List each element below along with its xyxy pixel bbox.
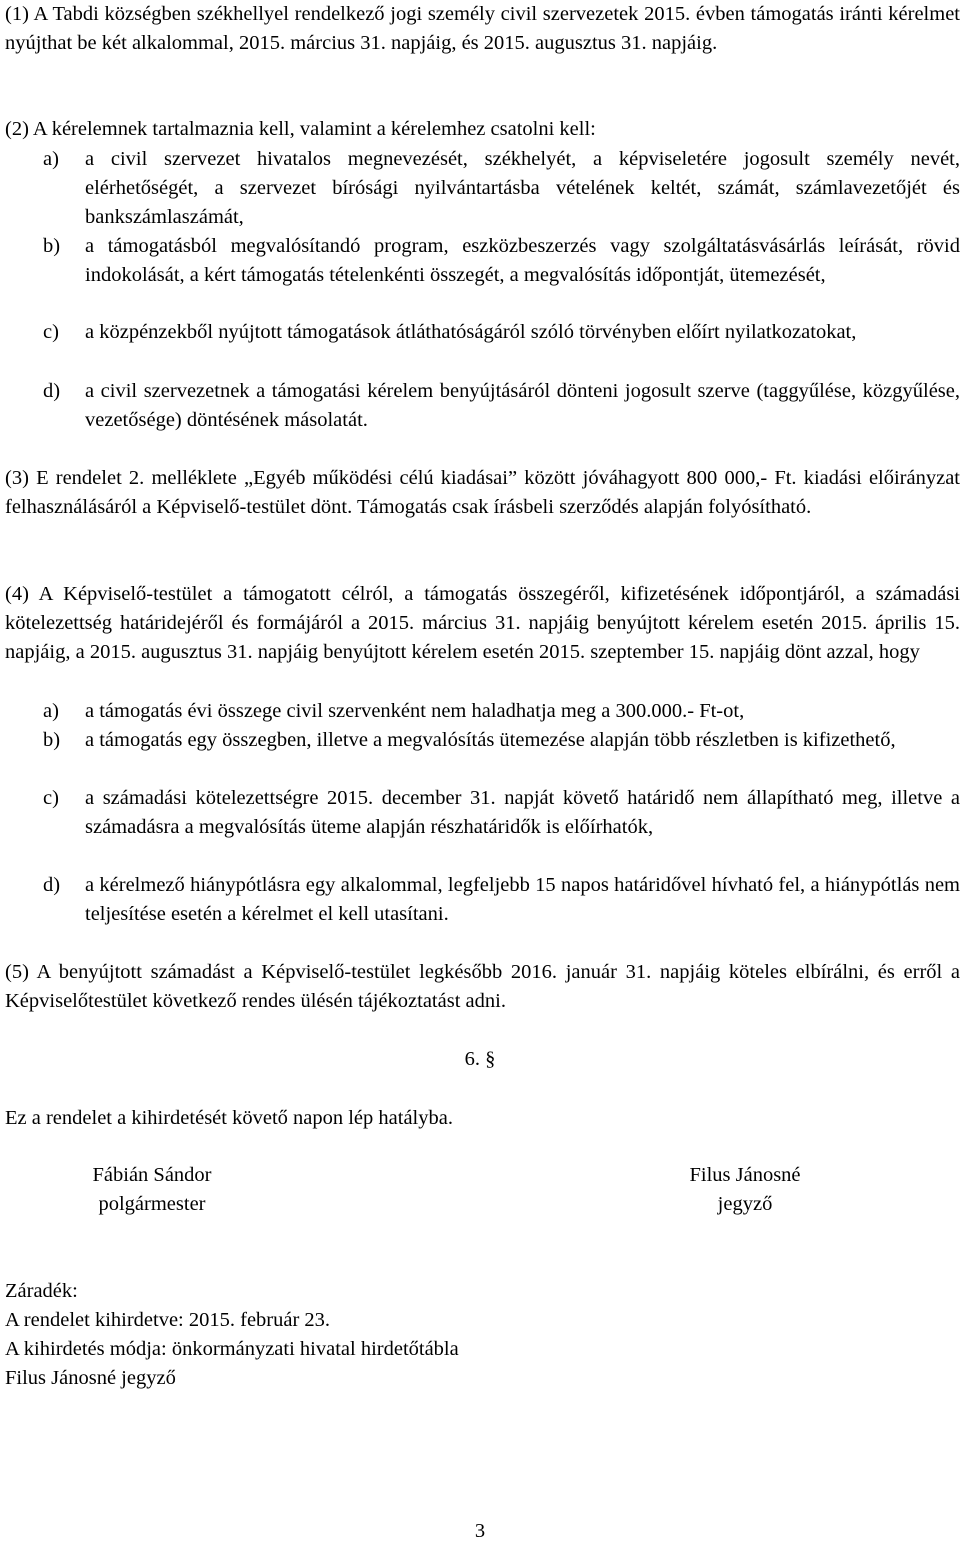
paragraph-5: (5) A benyújtott számadást a Képviselő-testület legkésőbb 2016. január 31. napjáig köteles elbírálni, és erről a Képviselőtestület következő rendes ülésén tájékoztatást adni. [5,961,960,1012]
signature-right-title: jegyző [717,1193,773,1215]
list-item-text: a támogatás egy összegben, illetve a megvalósítás ütemezése alapján több részletben is kifizethető, [85,729,896,751]
page-number: 3 [474,1520,486,1542]
section-heading: 6. § [464,1048,496,1070]
paragraph-2-intro: (2) A kérelemnek tartalmaznia kell, valamint a kérelemhez csatolni kell: [5,118,596,140]
list-item-label: c) [43,787,59,809]
list-item-label: a) [43,148,59,170]
list-item-label: b) [43,729,61,751]
paragraph-3: (3) E rendelet 2. melléklete „Egyéb működési célú kiadásai” között jóváhagyott 800 000,- Ft. kiadási előirányzat felhasználásáról a Képviselő-testület dönt. Támogatás csak írásbeli szerződés alapján folyósítható. [5,467,960,518]
list-item-text: a támogatás évi összege civil szervenként nem haladhatja meg a 300.000.- Ft-ot, [85,700,745,722]
list-item-text: a civil szervezetnek a támogatási kérelem benyújtásáról dönteni jogosult szerve (taggyűlése, közgyűlése, vezetősége) döntésének másolatát. [85,380,960,431]
signature-left-title: polgármester [98,1193,206,1215]
list-item-label: c) [43,321,59,343]
signature-right [665,1161,825,1219]
list-item-label: d) [43,380,61,402]
clause-block [5,1277,960,1393]
clause-line: A kihirdetés módja: önkormányzati hivatal hirdetőtábla [5,1338,459,1360]
list-item-label: b) [43,235,61,257]
paragraph-4-intro: (4) A Képviselő-testület a támogatott célról, a támogatás összegéről, kifizetésének időpontjáról, a számadási kötelezettség határidejéről és formájáról a 2015. március 31. napjáig benyújtott kérelem esetén 2015. április 15. napjáig, a 2015. augusztus 31. napjáig benyújtott kérelem esetén 2015. szeptember 15. napjáig dönt azzal, hogy [5,583,960,663]
clause-line: A rendelet kihirdetve: 2015. február 23. [5,1309,331,1331]
clause-heading: Záradék: [5,1280,78,1302]
signature-left [72,1161,232,1219]
list-item-text: a számadási kötelezettségre 2015. december 31. napját követő határidő nem állapítható meg, illetve a számadásra a megvalósítás üteme alapján részhatáridők is előírhatók, [85,787,960,838]
list-item-text: a támogatásból megvalósítandó program, eszközbeszerzés vagy szolgáltatásvásárlás leírását, rövid indokolását, a kért támogatás tételenkénti összegét, a megvalósítás időpontját, ütemezését, [85,235,960,286]
list-item-text: a közpénzekből nyújtott támogatások átláthatóságáról szóló törvényben előírt nyilatkozatokat, [85,321,857,343]
signature-left-name: Fábián Sándor [92,1164,212,1186]
list-item-text: a civil szervezet hivatalos megnevezését, székhelyét, a képviseletére jogosult személy nevét, elérhetőségét, a szervezet bírósági nyilvántartásba vételének keltét, számát, számlavezetőjét és bankszámlaszámát, [85,148,960,228]
list-item-text: a kérelmező hiánypótlásra egy alkalommal, legfeljebb 15 napos határidővel hívható fel, a hiánypótlás nem teljesítése esetén a kérelmet el kell utasítani. [85,874,960,925]
paragraph-1: (1) A Tabdi községben székhellyel rendelkező jogi személy civil szervezetek 2015. évben támogatás iránti kérelmet nyújthat be két alkalommal, 2015. március 31. napjáig, és 2015. augusztus 31. napjáig. [5,3,960,54]
paragraph-6: Ez a rendelet a kihirdetését követő napon lép hatályba. [5,1107,453,1129]
list-item-label: d) [43,874,61,896]
list-item-label: a) [43,700,59,722]
signature-right-name: Filus Jánosné [689,1164,801,1186]
clause-line: Filus Jánosné jegyző [5,1367,176,1389]
